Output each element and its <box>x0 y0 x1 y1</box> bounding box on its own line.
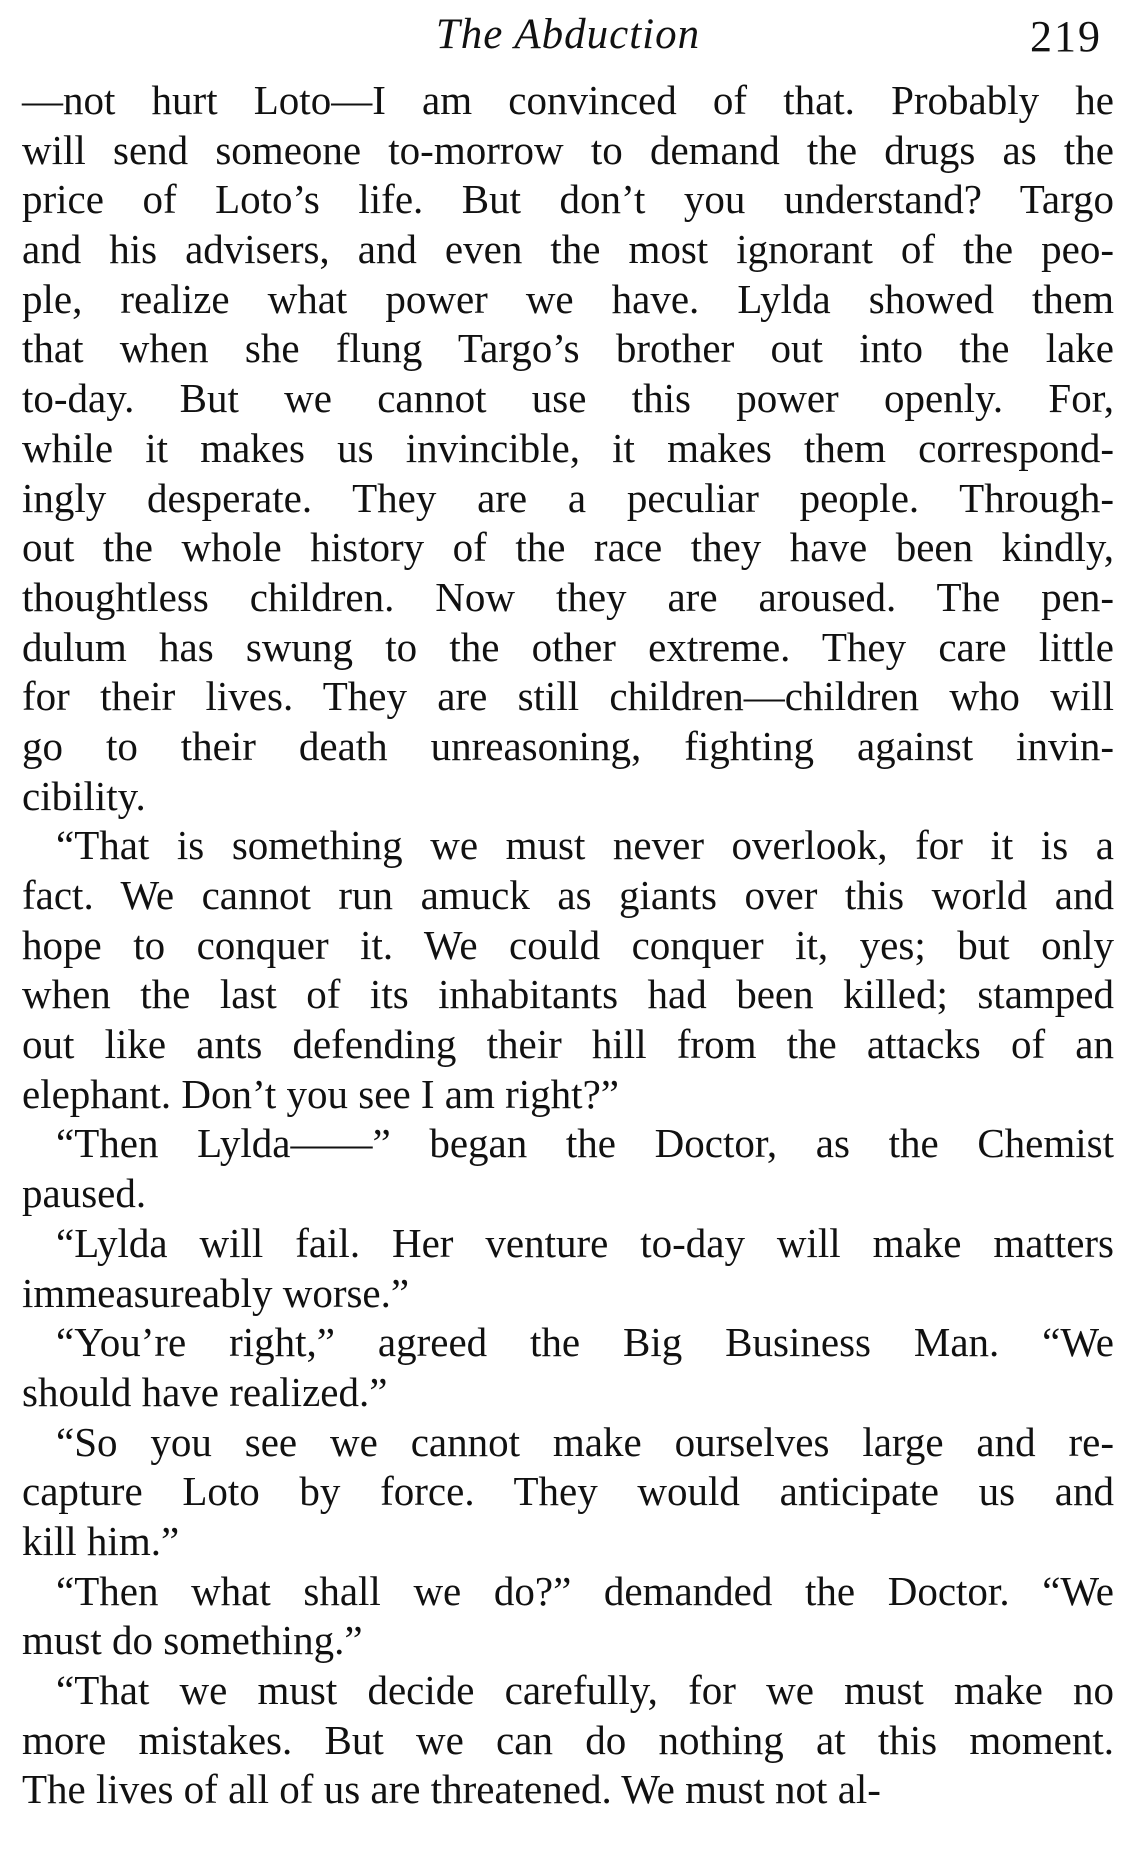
text-line: should have realized.” <box>22 1368 388 1415</box>
text-line: while it makes us invincible, it makes them correspond- <box>22 424 1114 471</box>
text-line: immeasureably worse.” <box>22 1269 410 1316</box>
page-number: 219 <box>1030 12 1102 61</box>
paragraph <box>22 821 1114 1119</box>
paragraph <box>22 1219 1114 1318</box>
text-line: to-day. But we cannot use this power openly. For, <box>22 375 1114 422</box>
paragraph <box>22 76 1114 821</box>
text-line: out the whole history of the race they have been kindly, <box>22 524 1114 571</box>
text-line: and his advisers, and even the most ignorant of the peo- <box>22 226 1114 273</box>
text-line: dulum has swung to the other extreme. They care little <box>22 623 1114 670</box>
book-page <box>22 0 1114 1864</box>
text-line: price of Loto’s life. But don’t you understand? Targo <box>22 176 1114 223</box>
paragraph <box>22 1318 1114 1417</box>
text-line: for their lives. They are still children—children who will <box>22 673 1114 720</box>
text-line: must do something.” <box>22 1617 363 1664</box>
text-line: when the last of its inhabitants had been killed; stamped <box>22 971 1114 1018</box>
text-line: more mistakes. But we can do nothing at this moment. <box>22 1716 1114 1763</box>
running-header <box>22 0 1114 76</box>
text-line: go to their death unreasoning, fighting against invin- <box>22 722 1114 769</box>
text-line: “Then Lylda——” began the Doctor, as the Chemist <box>56 1120 1114 1167</box>
text-line: hope to conquer it. We could conquer it, yes; but only <box>22 921 1114 968</box>
text-line: “Lylda will fail. Her venture to-day will make matters <box>56 1219 1114 1266</box>
text-line: capture Loto by force. They would anticipate us and <box>22 1468 1114 1515</box>
text-line: fact. We cannot run amuck as giants over this world and <box>22 872 1114 918</box>
text-line: thoughtless children. Now they are aroused. The pen- <box>22 573 1114 620</box>
text-line: paused. <box>22 1170 147 1217</box>
text-line: kill him.” <box>22 1517 180 1564</box>
body-text <box>22 76 1114 1815</box>
text-line: “Then what shall we do?” demanded the Doctor. “We <box>56 1567 1114 1614</box>
text-line: cibility. <box>22 772 146 819</box>
text-line: ingly desperate. They are a peculiar people. Through- <box>22 474 1114 521</box>
paragraph <box>22 1666 1114 1815</box>
text-line: “So you see we cannot make ourselves large and re- <box>56 1418 1114 1465</box>
paragraph <box>22 1418 1114 1567</box>
text-line: ple, realize what power we have. Lylda showed them <box>22 275 1114 322</box>
text-line: “You’re right,” agreed the Big Business Man. “We <box>56 1319 1114 1366</box>
text-line: out like ants defending their hill from the attacks of an <box>22 1021 1114 1068</box>
text-line: The lives of all of us are threatened. We must not al- <box>22 1766 881 1813</box>
text-line: “That we must decide carefully, for we must make no <box>56 1667 1114 1713</box>
text-line: that when she flung Targo’s brother out into the lake <box>22 325 1114 372</box>
paragraph <box>22 1119 1114 1218</box>
running-title: The Abduction <box>435 11 701 58</box>
text-line: “That is something we must never overlook, for it is a <box>56 822 1114 869</box>
text-line: —not hurt Loto—I am convinced of that. Probably he <box>22 77 1114 123</box>
paragraph <box>22 1567 1114 1666</box>
text-line: elephant. Don’t you see I am right?” <box>22 1070 619 1117</box>
text-line: will send someone to-morrow to demand the drugs as the <box>22 126 1114 173</box>
